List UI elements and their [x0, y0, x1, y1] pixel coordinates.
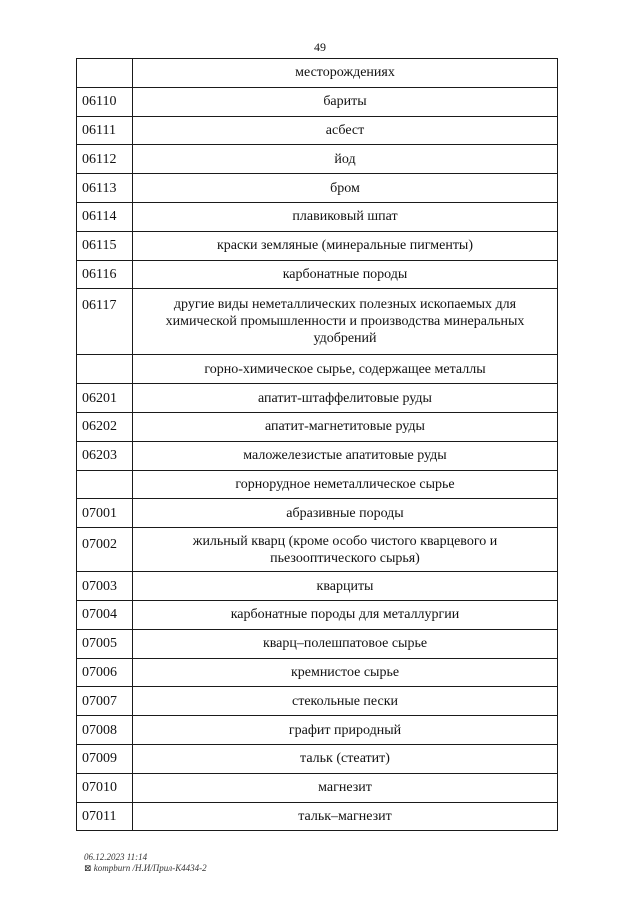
- table-row: [77, 231, 558, 260]
- code-cell: [77, 355, 133, 384]
- table-row: [77, 174, 558, 203]
- name-cell: маложелезистые апатитовые руды: [133, 441, 558, 470]
- document-stamp: [84, 852, 207, 874]
- code-cell: 07003: [77, 572, 133, 601]
- code-cell: 07008: [77, 716, 133, 745]
- code-cell: 06201: [77, 384, 133, 413]
- table-row: [77, 116, 558, 145]
- name-cell: бром: [133, 174, 558, 203]
- name-cell: краски земляные (минеральные пигменты): [133, 231, 558, 260]
- name-cell: карбонатные породы: [133, 260, 558, 289]
- table-row: [77, 87, 558, 116]
- table-row: [77, 658, 558, 687]
- code-cell: 06110: [77, 87, 133, 116]
- name-cell: горнорудное неметаллическое сырье: [133, 470, 558, 499]
- table-row: [77, 744, 558, 773]
- code-cell: 06112: [77, 145, 133, 174]
- table-row: [77, 384, 558, 413]
- name-cell: тальк–магнезит: [133, 802, 558, 831]
- table-row: [77, 716, 558, 745]
- code-cell: [77, 59, 133, 88]
- name-cell: кварц–полешпатовое сырье: [133, 629, 558, 658]
- name-cell: жильный кварц (кроме особо чистого кварцевого и пьезооптического сырья): [133, 528, 558, 572]
- table-row: [77, 528, 558, 572]
- code-cell: 07004: [77, 600, 133, 629]
- name-cell: горно-химическое сырье, содержащее металлы: [133, 355, 558, 384]
- code-cell: 06116: [77, 260, 133, 289]
- code-cell: [77, 470, 133, 499]
- table-row: [77, 572, 558, 601]
- table-row: [77, 773, 558, 802]
- name-cell: плавиковый шпат: [133, 202, 558, 231]
- name-cell: другие виды неметаллических полезных ископаемых для химической промышленности и производства минеральных удобрений: [133, 289, 558, 355]
- table-row: [77, 145, 558, 174]
- page-number: 49: [314, 40, 326, 54]
- table-row: [77, 202, 558, 231]
- name-cell: бариты: [133, 87, 558, 116]
- name-cell: апатит-магнетитовые руды: [133, 412, 558, 441]
- code-cell: 06203: [77, 441, 133, 470]
- table-row: [77, 289, 558, 355]
- name-cell: апатит-штаффелитовые руды: [133, 384, 558, 413]
- code-cell: 06117: [77, 289, 133, 355]
- table-row: [77, 600, 558, 629]
- code-cell: 07002: [77, 528, 133, 572]
- table-row: [77, 59, 558, 88]
- code-cell: 06115: [77, 231, 133, 260]
- name-cell: абразивные породы: [133, 499, 558, 528]
- table-row: [77, 470, 558, 499]
- code-cell: 07007: [77, 687, 133, 716]
- table-row: [77, 260, 558, 289]
- table-row: [77, 687, 558, 716]
- name-cell: тальк (стеатит): [133, 744, 558, 773]
- table-row: [77, 412, 558, 441]
- code-cell: 07006: [77, 658, 133, 687]
- table-row: [77, 441, 558, 470]
- table-row: [77, 499, 558, 528]
- name-cell: магнезит: [133, 773, 558, 802]
- code-cell: 07011: [77, 802, 133, 831]
- table-row: [77, 629, 558, 658]
- code-cell: 07001: [77, 499, 133, 528]
- code-cell: 06202: [77, 412, 133, 441]
- name-cell: месторождениях: [133, 59, 558, 88]
- name-cell: карбонатные породы для металлургии: [133, 600, 558, 629]
- table-row: [77, 355, 558, 384]
- classifier-table: [76, 58, 558, 831]
- code-cell: 06114: [77, 202, 133, 231]
- name-cell: асбест: [133, 116, 558, 145]
- code-cell: 06111: [77, 116, 133, 145]
- code-cell: 06113: [77, 174, 133, 203]
- code-cell: 07010: [77, 773, 133, 802]
- name-cell: йод: [133, 145, 558, 174]
- code-cell: 07009: [77, 744, 133, 773]
- table-body: [77, 59, 558, 831]
- stamp-reference: ⊠ kompburn /Н.И/Прил-К4434-2: [84, 863, 207, 873]
- stamp-datetime: 06.12.2023 11:14: [84, 852, 148, 862]
- name-cell: графит природный: [133, 716, 558, 745]
- name-cell: кремнистое сырье: [133, 658, 558, 687]
- name-cell: кварциты: [133, 572, 558, 601]
- name-cell: стекольные пески: [133, 687, 558, 716]
- table-row: [77, 802, 558, 831]
- code-cell: 07005: [77, 629, 133, 658]
